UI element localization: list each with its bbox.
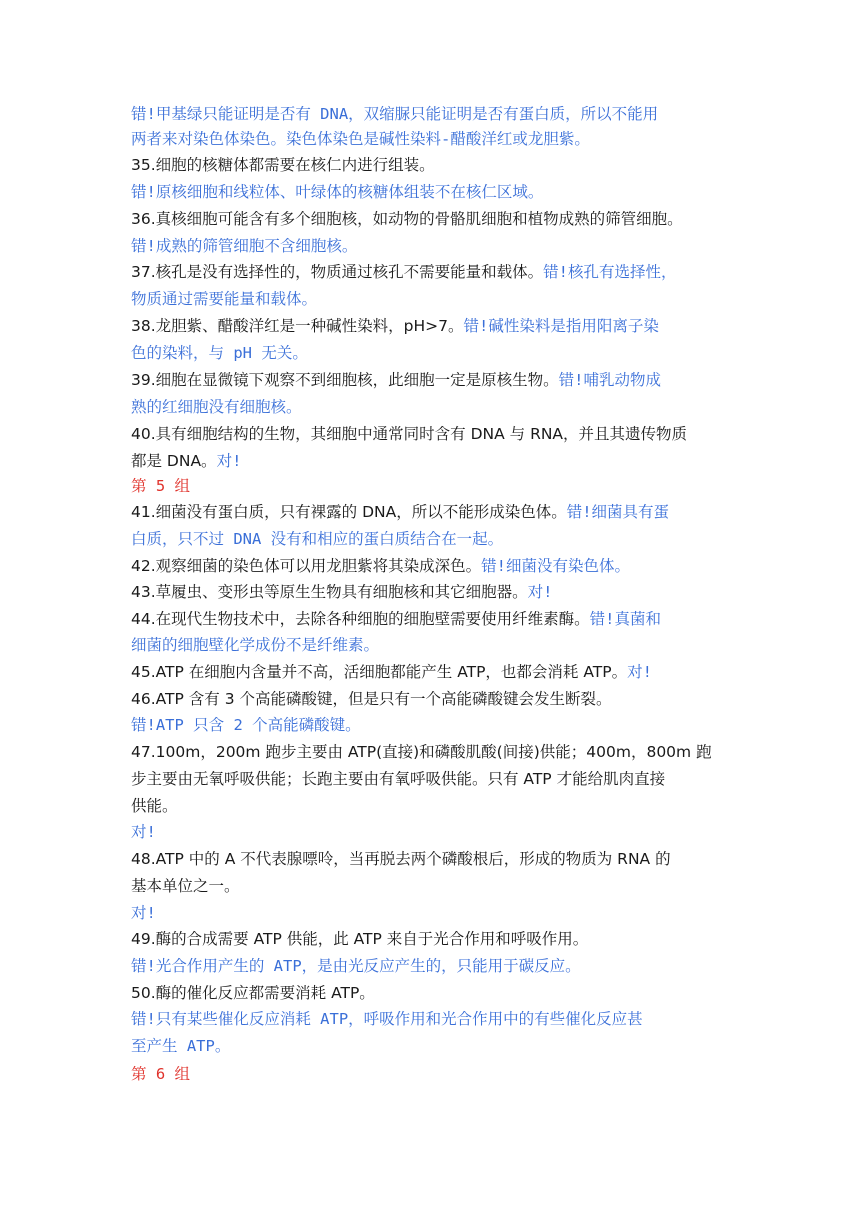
answer-text: 错!甲基绿只能证明是否有 DNA，双缩脲只能证明是否有蛋白质，所以不能用 (131, 105, 659, 123)
document-line (131, 370, 661, 390)
document-line (131, 451, 241, 471)
question-text: 供能。 (131, 797, 178, 815)
question-text: 42.观察细菌的染色体可以用龙胆紫将其染成深色。 (131, 557, 482, 575)
question-text: 50.酶的催化反应都需要消耗 ATP。 (131, 984, 375, 1002)
document-line (131, 1009, 643, 1029)
question-text: 41.细菌没有蛋白质，只有裸露的 DNA，所以不能形成染色体。 (131, 503, 567, 521)
document-line (131, 424, 687, 444)
document-line (131, 1064, 190, 1084)
group-heading: 第 6 组 (131, 1065, 190, 1083)
answer-text: 错!碱性染料是指用阳离子染 (463, 317, 659, 335)
document-line (131, 182, 543, 202)
question-text: 45.ATP 在细胞内含量并不高，活细胞都能产生 ATP，也都会消耗 ATP。 (131, 663, 628, 681)
question-text: 44.在现代生物技术中，去除各种细胞的细胞壁需要使用纤维素酶。 (131, 610, 590, 628)
answer-text: 错!原核细胞和线粒体、叶绿体的核糖体组装不在核仁区域。 (131, 183, 544, 201)
answer-text: 错!哺乳动物成 (558, 371, 661, 389)
answer-text: 错!核孔有选择性， (543, 263, 677, 281)
document-line (131, 769, 665, 789)
answer-text: 色的染料，与 pH 无关。 (131, 344, 308, 362)
question-text: 步主要由无氧呼吸供能；长跑主要由有氧呼吸供能。只有 ATP 才能给肌肉直接 (131, 770, 666, 788)
document-line (131, 262, 677, 282)
answer-text: 白质，只不过 DNA 没有和相应的蛋白质结合在一起。 (131, 530, 504, 548)
question-text: 49.酶的合成需要 ATP 供能，此 ATP 来自于光合作用和呼吸作用。 (131, 930, 589, 948)
answer-text: 对! (627, 663, 652, 681)
document-line (131, 502, 669, 522)
document-line (131, 582, 553, 602)
document-line (131, 983, 375, 1003)
document-line (131, 956, 581, 976)
document-line (131, 662, 652, 682)
group-heading: 第 5 组 (131, 477, 190, 495)
question-text: 39.细胞在显微镜下观察不到细胞核，此细胞一定是原核生物。 (131, 371, 559, 389)
question-text: 36.真核细胞可能含有多个细胞核，如动物的骨骼肌细胞和植物成熟的筛管细胞。 (131, 210, 683, 228)
document-line (131, 903, 156, 923)
document-line (131, 796, 178, 816)
document-line (131, 343, 308, 363)
document-line (131, 822, 156, 842)
question-text: 43.草履虫、变形虫等原生生物具有细胞核和其它细胞器。 (131, 583, 528, 601)
answer-text: 细菌的细胞壁化学成份不是纤维素。 (131, 636, 380, 654)
document-line (131, 929, 588, 949)
question-text: 48.ATP 中的 A 不代表腺嘌呤，当再脱去两个磷酸根后，形成的物质为 RNA 的 (131, 850, 671, 868)
document-line (131, 155, 435, 175)
document-line (131, 104, 658, 124)
document-line (131, 316, 659, 336)
question-text: 35.细胞的核糖体都需要在核仁内进行组装。 (131, 156, 435, 174)
answer-text: 错!ATP 只含 2 个高能磷酸键。 (131, 716, 361, 734)
answer-text: 两者来对染色体染色。染色体染色是碱性染料-醋酸洋红或龙胆紫。 (131, 130, 590, 148)
question-text: 47.100m，200m 跑步主要由 ATP(直接)和磷酸肌酸(间接)供能；400m，800m 跑 (131, 743, 712, 761)
question-text: 都是 DNA。 (131, 452, 217, 470)
document-line (131, 529, 503, 549)
question-text: 40.具有细胞结构的生物，其细胞中通常同时含有 DNA 与 RNA，并且其遗传物质 (131, 425, 688, 443)
document-line (131, 476, 190, 496)
document-line (131, 289, 317, 309)
answer-text: 熟的红细胞没有细胞核。 (131, 398, 302, 416)
document-line (131, 556, 630, 576)
answer-text: 对! (216, 452, 242, 470)
question-text: 38.龙胆紫、醋酸洋红是一种碱性染料，pH>7。 (131, 317, 464, 335)
question-text: 基本单位之一。 (131, 877, 240, 895)
answer-text: 错!成熟的筛管细胞不含细胞核。 (131, 237, 358, 255)
answer-text: 错!细菌没有染色体。 (481, 557, 630, 575)
answer-text: 错!细菌具有蛋 (566, 503, 670, 521)
answer-text: 错!真菌和 (589, 610, 661, 628)
document-line (131, 635, 379, 655)
document-line (131, 715, 361, 735)
question-text: 37.核孔是没有选择性的，物质通过核孔不需要能量和载体。 (131, 263, 544, 281)
answer-text: 对! (131, 823, 156, 841)
document-line (131, 209, 683, 229)
answer-text: 对! (131, 904, 156, 922)
document-line (131, 609, 661, 629)
answer-text: 物质通过需要能量和载体。 (131, 290, 318, 308)
document-line (131, 1036, 230, 1056)
answer-text: 错!只有某些催化反应消耗 ATP，呼吸作用和光合作用中的有些催化反应甚 (131, 1010, 643, 1028)
answer-text: 错!光合作用产生的 ATP，是由光反应产生的，只能用于碳反应。 (131, 957, 581, 975)
document-line (131, 397, 302, 417)
document-line (131, 742, 712, 762)
document-line (131, 689, 612, 709)
document-line (131, 876, 240, 896)
question-text: 46.ATP 含有 3 个高能磷酸键，但是只有一个高能磷酸键会发生断裂。 (131, 690, 612, 708)
answer-text: 至产生 ATP。 (131, 1037, 231, 1055)
answer-text: 对! (527, 583, 553, 601)
document-line (131, 849, 671, 869)
document-line (131, 129, 590, 149)
document-line (131, 236, 357, 256)
